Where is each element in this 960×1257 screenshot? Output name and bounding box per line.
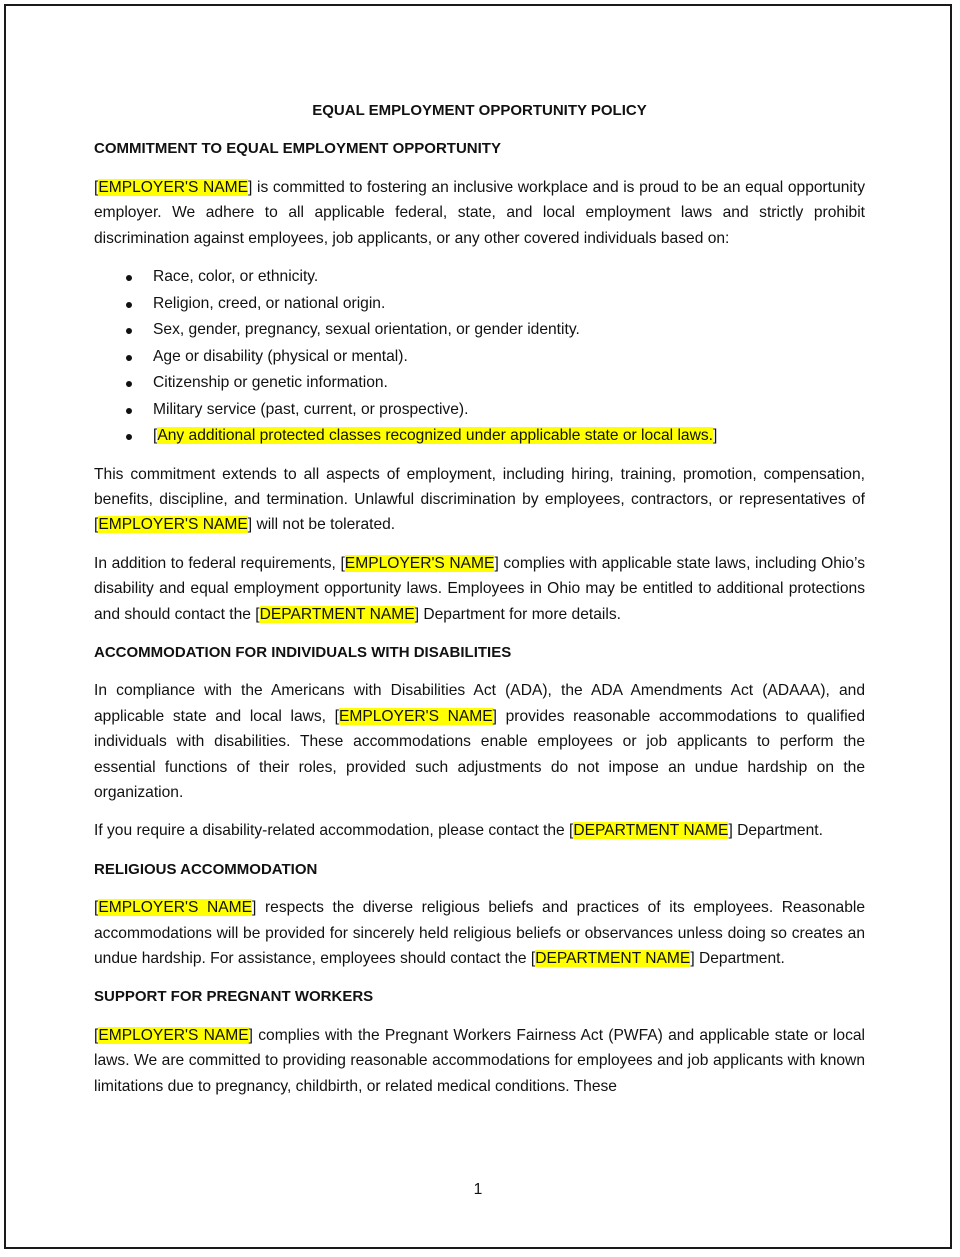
protected-classes-list <box>94 264 865 450</box>
paragraph-text: If you require a disability-related accommodation, please contact the <box>94 822 565 840</box>
placeholder-department-name: DEPARTMENT NAME <box>535 950 691 968</box>
paragraph-commitment-intro: [EMPLOYER'S NAME] is committed to fostering an inclusive workplace and is proud to be an equal opportunity employer. We adhere to all applicable federal, state, and local employment laws and strictly prohibit discrimination against employees, job applicants, or any other covered individuals based on: <box>94 178 866 247</box>
section-heading-disabilities: ACCOMMODATION FOR INDIVIDUALS WITH DISABILITIES <box>94 643 512 661</box>
page-number: 1 <box>473 1181 483 1198</box>
paragraph-text: Department. <box>699 950 785 968</box>
document-title: EQUAL EMPLOYMENT OPPORTUNITY POLICY <box>312 102 647 119</box>
paragraph-text: is committed to fostering an inclusive workplace and is proud to be an equal opportunity employer. We adhere to all applicable federal, state, and local employment laws and strictly prohibit discrimination against employees, job applicants, or any other covered individuals based on: <box>94 178 866 247</box>
paragraph-text: complies with the Pregnant Workers Fairness Act (PWFA) and applicable state or local laws. We are committed to providing reasonable accommodations for employees and job applicants with known limitations due to pregnancy, childbirth, or related medical conditions. These <box>94 1026 865 1095</box>
placeholder-employer-name: EMPLOYER'S NAME <box>98 178 249 196</box>
paragraph-text: complies with applicable state laws, including Ohio’s disability and equal employment opportunity laws. Employees in Ohio may be entitled to additional protections and should contact the <box>94 554 866 623</box>
document-body <box>94 98 865 1112</box>
placeholder-employer-name: EMPLOYER'S NAME <box>98 516 248 534</box>
paragraph-religious: [EMPLOYER'S NAME] respects the diverse religious beliefs and practices of its employees. Reasonable accommodations will be provided for sincerely held religious beliefs or observances unless doing so creates an undue hardship. For assistance, employees should contact the [DEPARTMENT NAME] Department. <box>94 899 866 968</box>
paragraph-pregnant: [EMPLOYER'S NAME] complies with the Pregnant Workers Fairness Act (PWFA) and applicable state or local laws. We are committed to providing reasonable accommodations for employees and job applicants with known limitations due to pregnancy, childbirth, or related medical conditions. These <box>94 1026 865 1095</box>
paragraph-disabilities-2: If you require a disability-related accommodation, please contact the [DEPARTMENT NAME] Department. <box>94 822 823 840</box>
paragraph-text: respects the diverse religious beliefs and practices of its employees. Reasonable accommodations will be provided for sincerely held religious beliefs or observances unless doing so creates an undue hardship. For assistance, employees should contact the <box>94 899 866 968</box>
list-item: Age or disability (physical or mental). <box>94 344 865 371</box>
placeholder-employer-name: EMPLOYER'S NAME <box>344 554 495 572</box>
placeholder-employer-name: EMPLOYER'S NAME <box>98 899 253 917</box>
paragraph-text: In compliance with the Americans with Disabilities Act (ADA), the ADA Amendments Act (ADAAA), and applicable state and local laws, <box>94 682 865 725</box>
list-item: Religion, creed, or national origin. <box>94 291 865 318</box>
placeholder-employer-name: EMPLOYER'S NAME <box>338 707 493 725</box>
placeholder-additional-classes: Any additional protected classes recognized under applicable state or local laws. <box>157 427 713 445</box>
paragraph-text: In addition to federal requirements, <box>94 554 336 572</box>
list-item: Military service (past, current, or prospective). <box>94 397 865 424</box>
paragraph-text: Department. <box>737 822 823 840</box>
list-item-placeholder: [Any additional protected classes recognized under applicable state or local laws.] <box>94 423 865 450</box>
paragraph-ohio: In addition to federal requirements, [EMPLOYER'S NAME] complies with applicable state laws, including Ohio’s disability and equal employment opportunity laws. Employees in Ohio may be entitled to additional protections and should contact the [DEPARTMENT NAME] Department for more details. <box>94 554 866 623</box>
paragraph-text: This commitment extends to all aspects of employment, including hiring, training, promotion, compensation, benefits, discipline, and termination. Unlawful discrimination by employees, contractors, or representatives of <box>94 465 865 508</box>
list-item: Citizenship or genetic information. <box>94 370 865 397</box>
paragraph-commitment-extends: This commitment extends to all aspects of employment, including hiring, training, promotion, compensation, benefits, discipline, and termination. Unlawful discrimination by employees, contractors, or representatives of [EMPLOYER'S NAME] will not be tolerated. <box>94 465 865 534</box>
list-item: Sex, gender, pregnancy, sexual orientation, or gender identity. <box>94 317 865 344</box>
section-heading-commitment: COMMITMENT TO EQUAL EMPLOYMENT OPPORTUNITY <box>94 140 501 158</box>
placeholder-employer-name: EMPLOYER'S NAME <box>98 1026 249 1044</box>
placeholder-department-name: DEPARTMENT NAME <box>573 822 729 840</box>
placeholder-department-name: DEPARTMENT NAME <box>259 605 415 623</box>
document-page <box>4 4 952 1249</box>
paragraph-disabilities-1: In compliance with the Americans with Disabilities Act (ADA), the ADA Amendments Act (ADAAA), and applicable state and local laws, [EMPLOYER'S NAME] provides reasonable accommodations to qualified individuals with disabilities. These accommodations enable employees or job applicants to perform the essential functions of their roles, provided such adjustments do not impose an undue hardship on the organization. <box>94 682 866 801</box>
paragraph-text: Department for more details. <box>423 605 621 623</box>
section-heading-religious: RELIGIOUS ACCOMMODATION <box>94 860 318 878</box>
paragraph-text: will not be tolerated. <box>256 516 396 534</box>
paragraph-text: provides reasonable accommodations to qualified individuals with disabilities. These accommodations enable employees or job applicants to perform the essential functions of their roles, provided such adjustments do not impose an undue hardship on the organization. <box>94 707 866 801</box>
section-heading-pregnant: SUPPORT FOR PREGNANT WORKERS <box>94 988 374 1006</box>
list-item: Race, color, or ethnicity. <box>94 264 865 291</box>
